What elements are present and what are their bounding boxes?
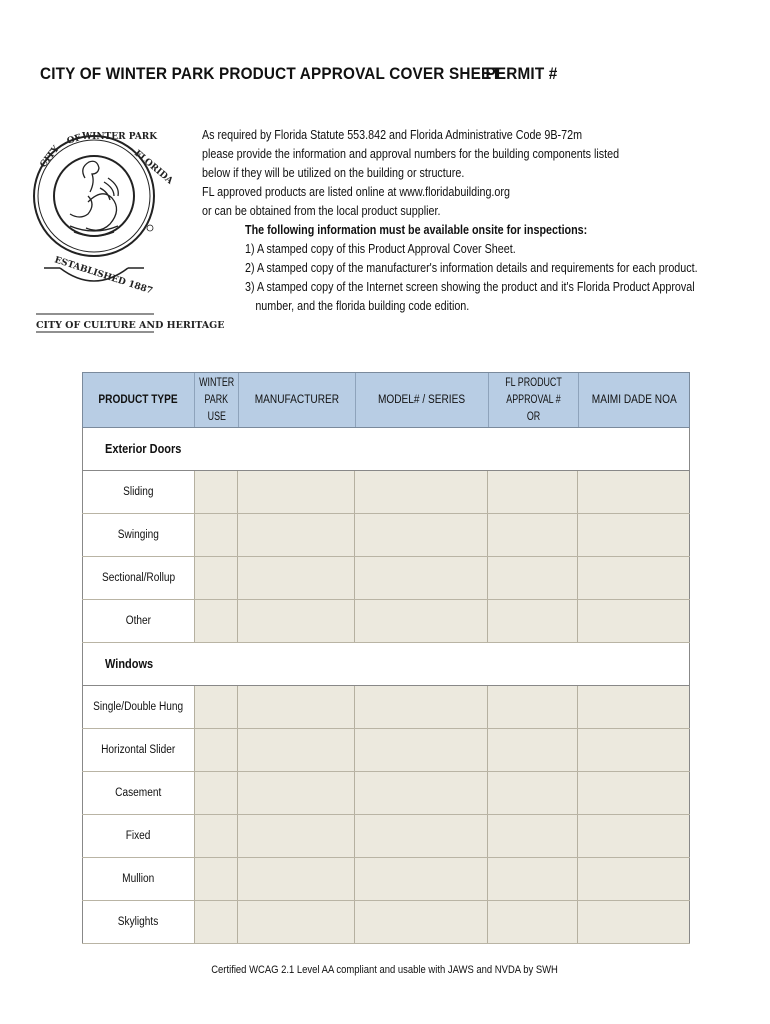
fl-approval-input[interactable] <box>488 858 578 900</box>
column-header-manufacturer: MANUFACTURER <box>239 373 356 427</box>
manufacturer-input[interactable] <box>238 557 355 599</box>
svg-text:CITY OF CULTURE AND HERITAGE: CITY OF CULTURE AND HERITAGE <box>36 320 225 331</box>
section-row-exterior-doors <box>82 428 690 471</box>
requirement-item: 3) A stamped copy of the Internet screen showing the product and it's Florida Product Approval <box>245 280 695 294</box>
fl-approval-input[interactable] <box>488 471 578 513</box>
product-approval-table <box>82 372 690 944</box>
fl-approval-input[interactable] <box>488 514 578 556</box>
product-type-cell: Other <box>82 600 195 642</box>
svg-text:OF: OF <box>65 132 83 147</box>
requirement-item-continued: number, and the florida building code edition. <box>255 299 470 313</box>
model-series-input[interactable] <box>355 514 488 556</box>
table-row <box>82 557 690 600</box>
miami-dade-noa-input[interactable] <box>578 600 690 642</box>
table-row <box>82 901 690 944</box>
manufacturer-input[interactable] <box>238 686 355 728</box>
section-label: Windows <box>105 657 154 671</box>
column-header-model-series: MODEL# / SERIES <box>356 373 489 427</box>
table-row <box>82 471 690 514</box>
winter-park-use-input[interactable] <box>195 772 238 814</box>
city-seal-logo <box>30 118 225 340</box>
table-row <box>82 729 690 772</box>
svg-text:WINTER PARK: WINTER PARK <box>82 132 158 142</box>
model-series-input[interactable] <box>355 686 488 728</box>
winter-park-use-input[interactable] <box>195 858 238 900</box>
winter-park-use-input[interactable] <box>195 686 238 728</box>
model-series-input[interactable] <box>355 729 488 771</box>
requirements-heading: The following information must be available onsite for inspections: <box>245 223 588 237</box>
product-type-cell: Skylights <box>82 901 195 943</box>
winter-park-use-input[interactable] <box>195 901 238 943</box>
fl-approval-input[interactable] <box>488 686 578 728</box>
miami-dade-noa-input[interactable] <box>578 557 690 599</box>
table-row <box>82 686 690 729</box>
table-row <box>82 858 690 901</box>
document-title-line <box>40 64 580 88</box>
model-series-input[interactable] <box>355 471 488 513</box>
accessibility-certification-note: Certified WCAG 2.1 Level AA compliant and usable with JAWS and NVDA by SWH <box>211 964 559 976</box>
manufacturer-input[interactable] <box>238 815 355 857</box>
product-type-cell: Fixed <box>82 815 195 857</box>
instruction-line: FL approved products are listed online at www.floridabuilding.org <box>202 185 510 199</box>
model-series-input[interactable] <box>355 600 488 642</box>
instruction-line: please provide the information and approval numbers for the building components listed <box>202 147 620 161</box>
model-series-input[interactable] <box>355 858 488 900</box>
miami-dade-noa-input[interactable] <box>578 901 690 943</box>
product-type-cell: Casement <box>82 772 195 814</box>
document-title: CITY OF WINTER PARK PRODUCT APPROVAL COVER SHEET <box>40 64 501 83</box>
svg-text:FLORIDA: FLORIDA <box>132 148 175 187</box>
manufacturer-input[interactable] <box>238 772 355 814</box>
miami-dade-noa-input[interactable] <box>578 772 690 814</box>
table-row <box>82 815 690 858</box>
model-series-input[interactable] <box>355 772 488 814</box>
manufacturer-input[interactable] <box>238 858 355 900</box>
winter-park-use-input[interactable] <box>195 815 238 857</box>
fl-approval-input[interactable] <box>488 557 578 599</box>
manufacturer-input[interactable] <box>238 471 355 513</box>
product-type-cell: Horizontal Slider <box>82 729 195 771</box>
winter-park-use-input[interactable] <box>195 557 238 599</box>
requirement-item: 2) A stamped copy of the manufacturer's information details and requirements for each product. <box>245 261 698 275</box>
table-row <box>82 772 690 815</box>
section-label: Exterior Doors <box>105 442 182 456</box>
fl-approval-input[interactable] <box>488 772 578 814</box>
requirement-item: 1) A stamped copy of this Product Approval Cover Sheet. <box>245 242 516 256</box>
column-header-fl-product-approval: FL PRODUCT APPROVAL # OR <box>489 373 579 427</box>
table-row <box>82 600 690 643</box>
product-type-cell: Sliding <box>82 471 195 513</box>
model-series-input[interactable] <box>355 815 488 857</box>
miami-dade-noa-input[interactable] <box>578 514 690 556</box>
instruction-line: below if they will be utilized on the building or structure. <box>202 166 465 180</box>
winter-park-use-input[interactable] <box>195 729 238 771</box>
winter-park-use-input[interactable] <box>195 514 238 556</box>
manufacturer-input[interactable] <box>238 514 355 556</box>
svg-text:ESTABLISHED 1887: ESTABLISHED 1887 <box>53 255 154 297</box>
fl-approval-input[interactable] <box>488 815 578 857</box>
instruction-line: or can be obtained from the local product supplier. <box>202 204 441 218</box>
table-header-row <box>82 372 690 428</box>
miami-dade-noa-input[interactable] <box>578 858 690 900</box>
product-type-cell: Sectional/Rollup <box>82 557 195 599</box>
fl-approval-input[interactable] <box>488 901 578 943</box>
winter-park-use-input[interactable] <box>195 471 238 513</box>
table-row <box>82 514 690 557</box>
manufacturer-input[interactable] <box>238 901 355 943</box>
product-type-cell: Mullion <box>82 858 195 900</box>
miami-dade-noa-input[interactable] <box>578 729 690 771</box>
winter-park-use-input[interactable] <box>195 600 238 642</box>
miami-dade-noa-input[interactable] <box>578 686 690 728</box>
model-series-input[interactable] <box>355 901 488 943</box>
miami-dade-noa-input[interactable] <box>578 815 690 857</box>
column-header-product-type: PRODUCT TYPE <box>83 373 195 427</box>
instructions-block <box>202 126 698 316</box>
fl-approval-input[interactable] <box>488 729 578 771</box>
column-header-winter-park-use: WINTER PARK USE <box>195 373 239 427</box>
product-type-cell: Single/Double Hung <box>82 686 195 728</box>
manufacturer-input[interactable] <box>238 729 355 771</box>
model-series-input[interactable] <box>355 557 488 599</box>
column-header-miami-dade-noa: MAIMI DADE NOA <box>591 393 677 406</box>
city-seal-icon <box>30 118 225 340</box>
instruction-line: As required by Florida Statute 553.842 and Florida Administrative Code 9B-72m <box>202 128 583 142</box>
permit-number-label: PERMIT # <box>485 64 558 83</box>
svg-text:CITY: CITY <box>38 144 62 170</box>
manufacturer-input[interactable] <box>238 600 355 642</box>
fl-approval-input[interactable] <box>488 600 578 642</box>
miami-dade-noa-input[interactable] <box>578 471 690 513</box>
section-row-windows <box>82 643 690 686</box>
product-type-cell: Swinging <box>82 514 195 556</box>
